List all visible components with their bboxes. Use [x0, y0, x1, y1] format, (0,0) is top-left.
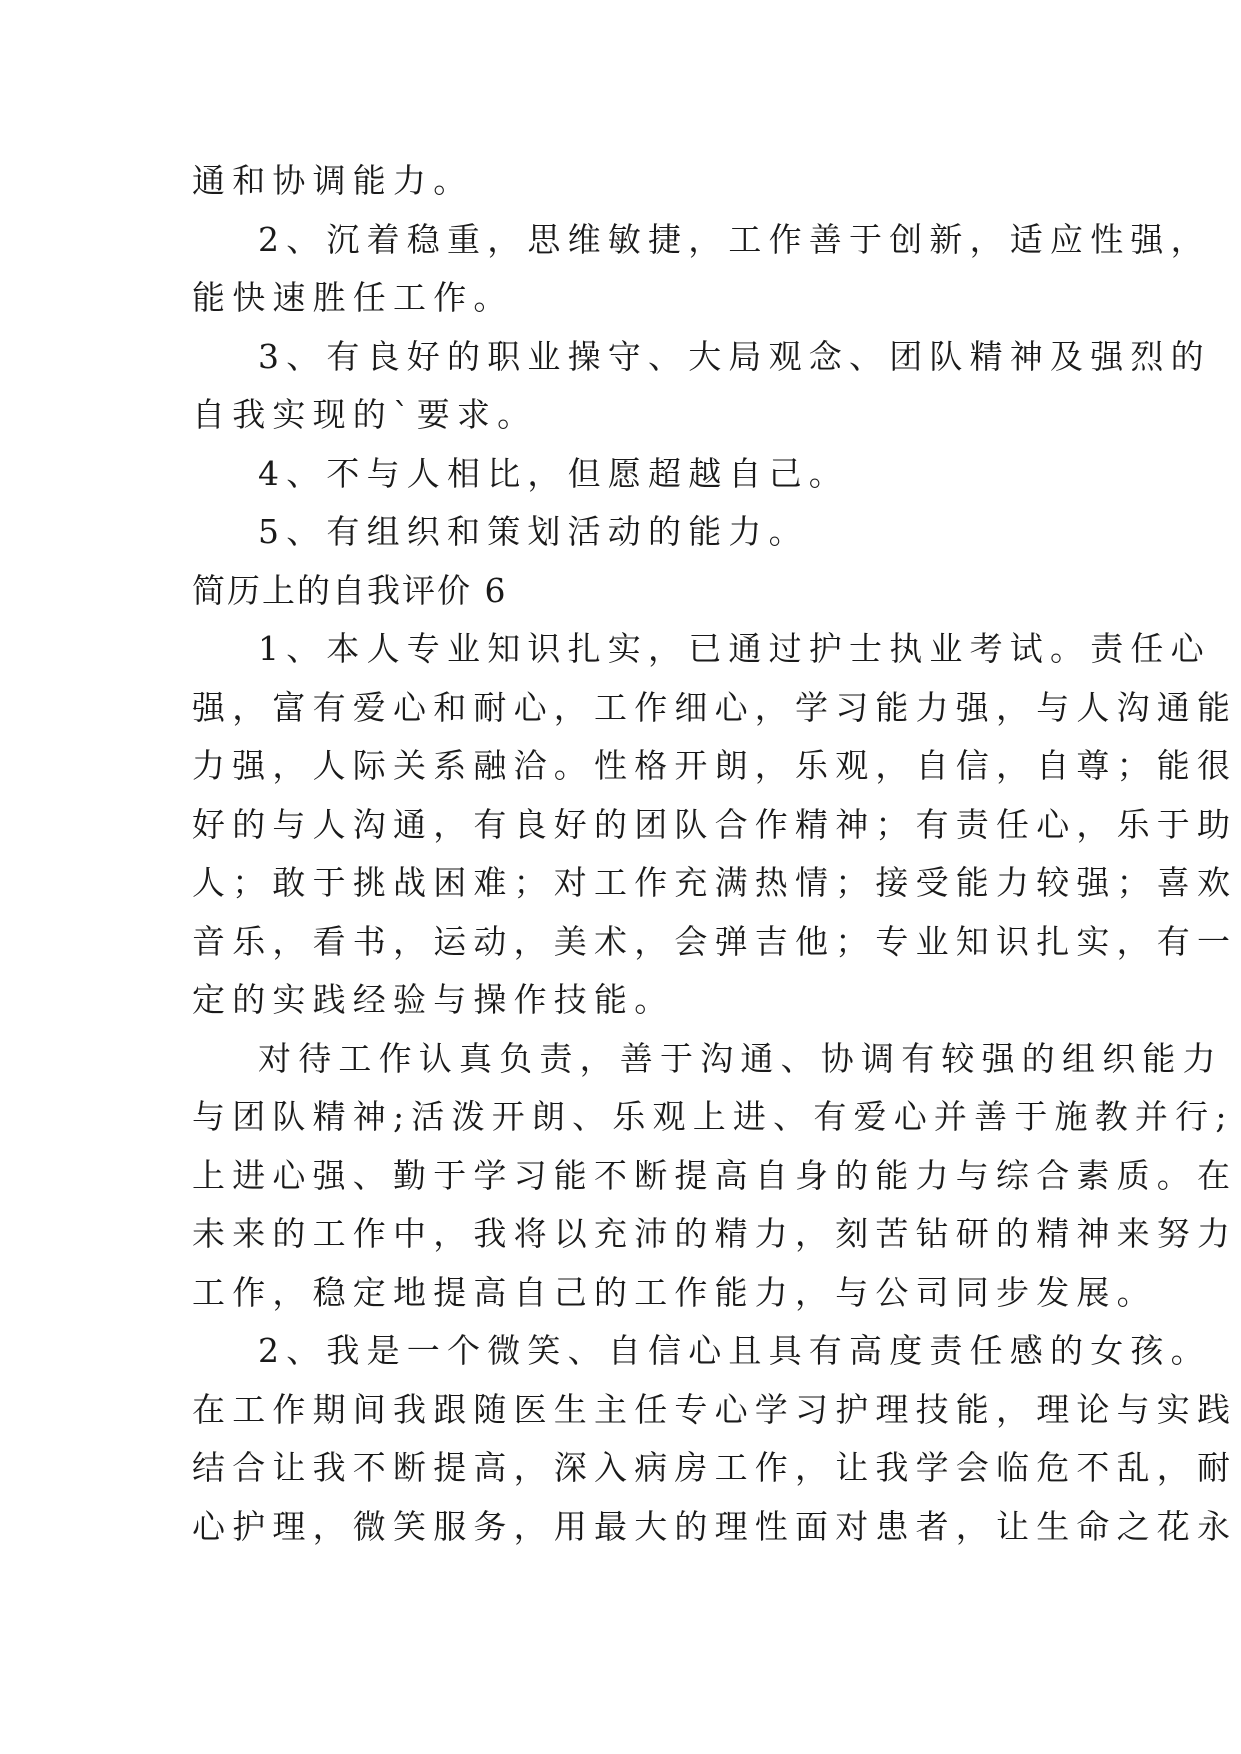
text-line: 3、有良好的职业操守、大局观念、团队精神及强烈的 — [258, 336, 1211, 376]
text-line: 2、沉着稳重，思维敏捷，工作善于创新，适应性强， — [258, 219, 1211, 259]
text-line: 好的与人沟通，有良好的团队合作精神；有责任心，乐于助 — [192, 804, 1238, 844]
text-line: 4、不与人相比，但愿超越自己。 — [258, 453, 849, 493]
text-line: 工作，稳定地提高自己的工作能力，与公司同步发展。 — [192, 1272, 1157, 1312]
text-line: 对待工作认真负责，善于沟通、协调有较强的组织能力 — [258, 1038, 1223, 1078]
text-line: 通和协调能力。 — [192, 161, 474, 200]
text-line: 5、有组织和策划活动的能力。 — [258, 512, 809, 551]
text-line: 定的实践经验与操作技能。 — [192, 980, 675, 1019]
text-line: 自我实现的`要求。 — [192, 395, 538, 434]
text-line: 音乐，看书，运动，美术，会弹吉他；专业知识扎实，有一 — [192, 921, 1238, 961]
text-line: 与团队精神;活泼开朗、乐观上进、有爱心并善于施教并行; — [192, 1097, 1234, 1136]
text-line: 心护理，微笑服务，用最大的理性面对患者，让生命之花永 — [192, 1506, 1238, 1546]
section-heading: 简历上的自我评价 6 — [192, 570, 508, 610]
text-line: 在工作期间我跟随医生主任专心学习护理技能，理论与实践 — [192, 1389, 1238, 1429]
text-line: 结合让我不断提高，深入病房工作，让我学会临危不乱，耐 — [192, 1448, 1238, 1487]
text-line: 能快速胜任工作。 — [192, 278, 514, 317]
text-line: 力强，人际关系融洽。性格开朗，乐观，自信，自尊；能很 — [192, 746, 1238, 785]
text-line: 1、本人专业知识扎实，已通过护士执业考试。责任心 — [258, 629, 1211, 668]
text-line: 上进心强、勤于学习能不断提高自身的能力与综合素质。在 — [192, 1155, 1238, 1195]
document-body — [192, 152, 1238, 1556]
text-line: 未来的工作中，我将以充沛的精力，刻苦钻研的精神来努力 — [192, 1214, 1238, 1253]
text-line: 2、我是一个微笑、自信心且具有高度责任感的女孩。 — [258, 1331, 1211, 1370]
text-line: 强，富有爱心和耐心，工作细心，学习能力强，与人沟通能 — [192, 687, 1238, 727]
text-line: 人；敢于挑战困难；对工作充满热情；接受能力较强；喜欢 — [192, 863, 1238, 902]
